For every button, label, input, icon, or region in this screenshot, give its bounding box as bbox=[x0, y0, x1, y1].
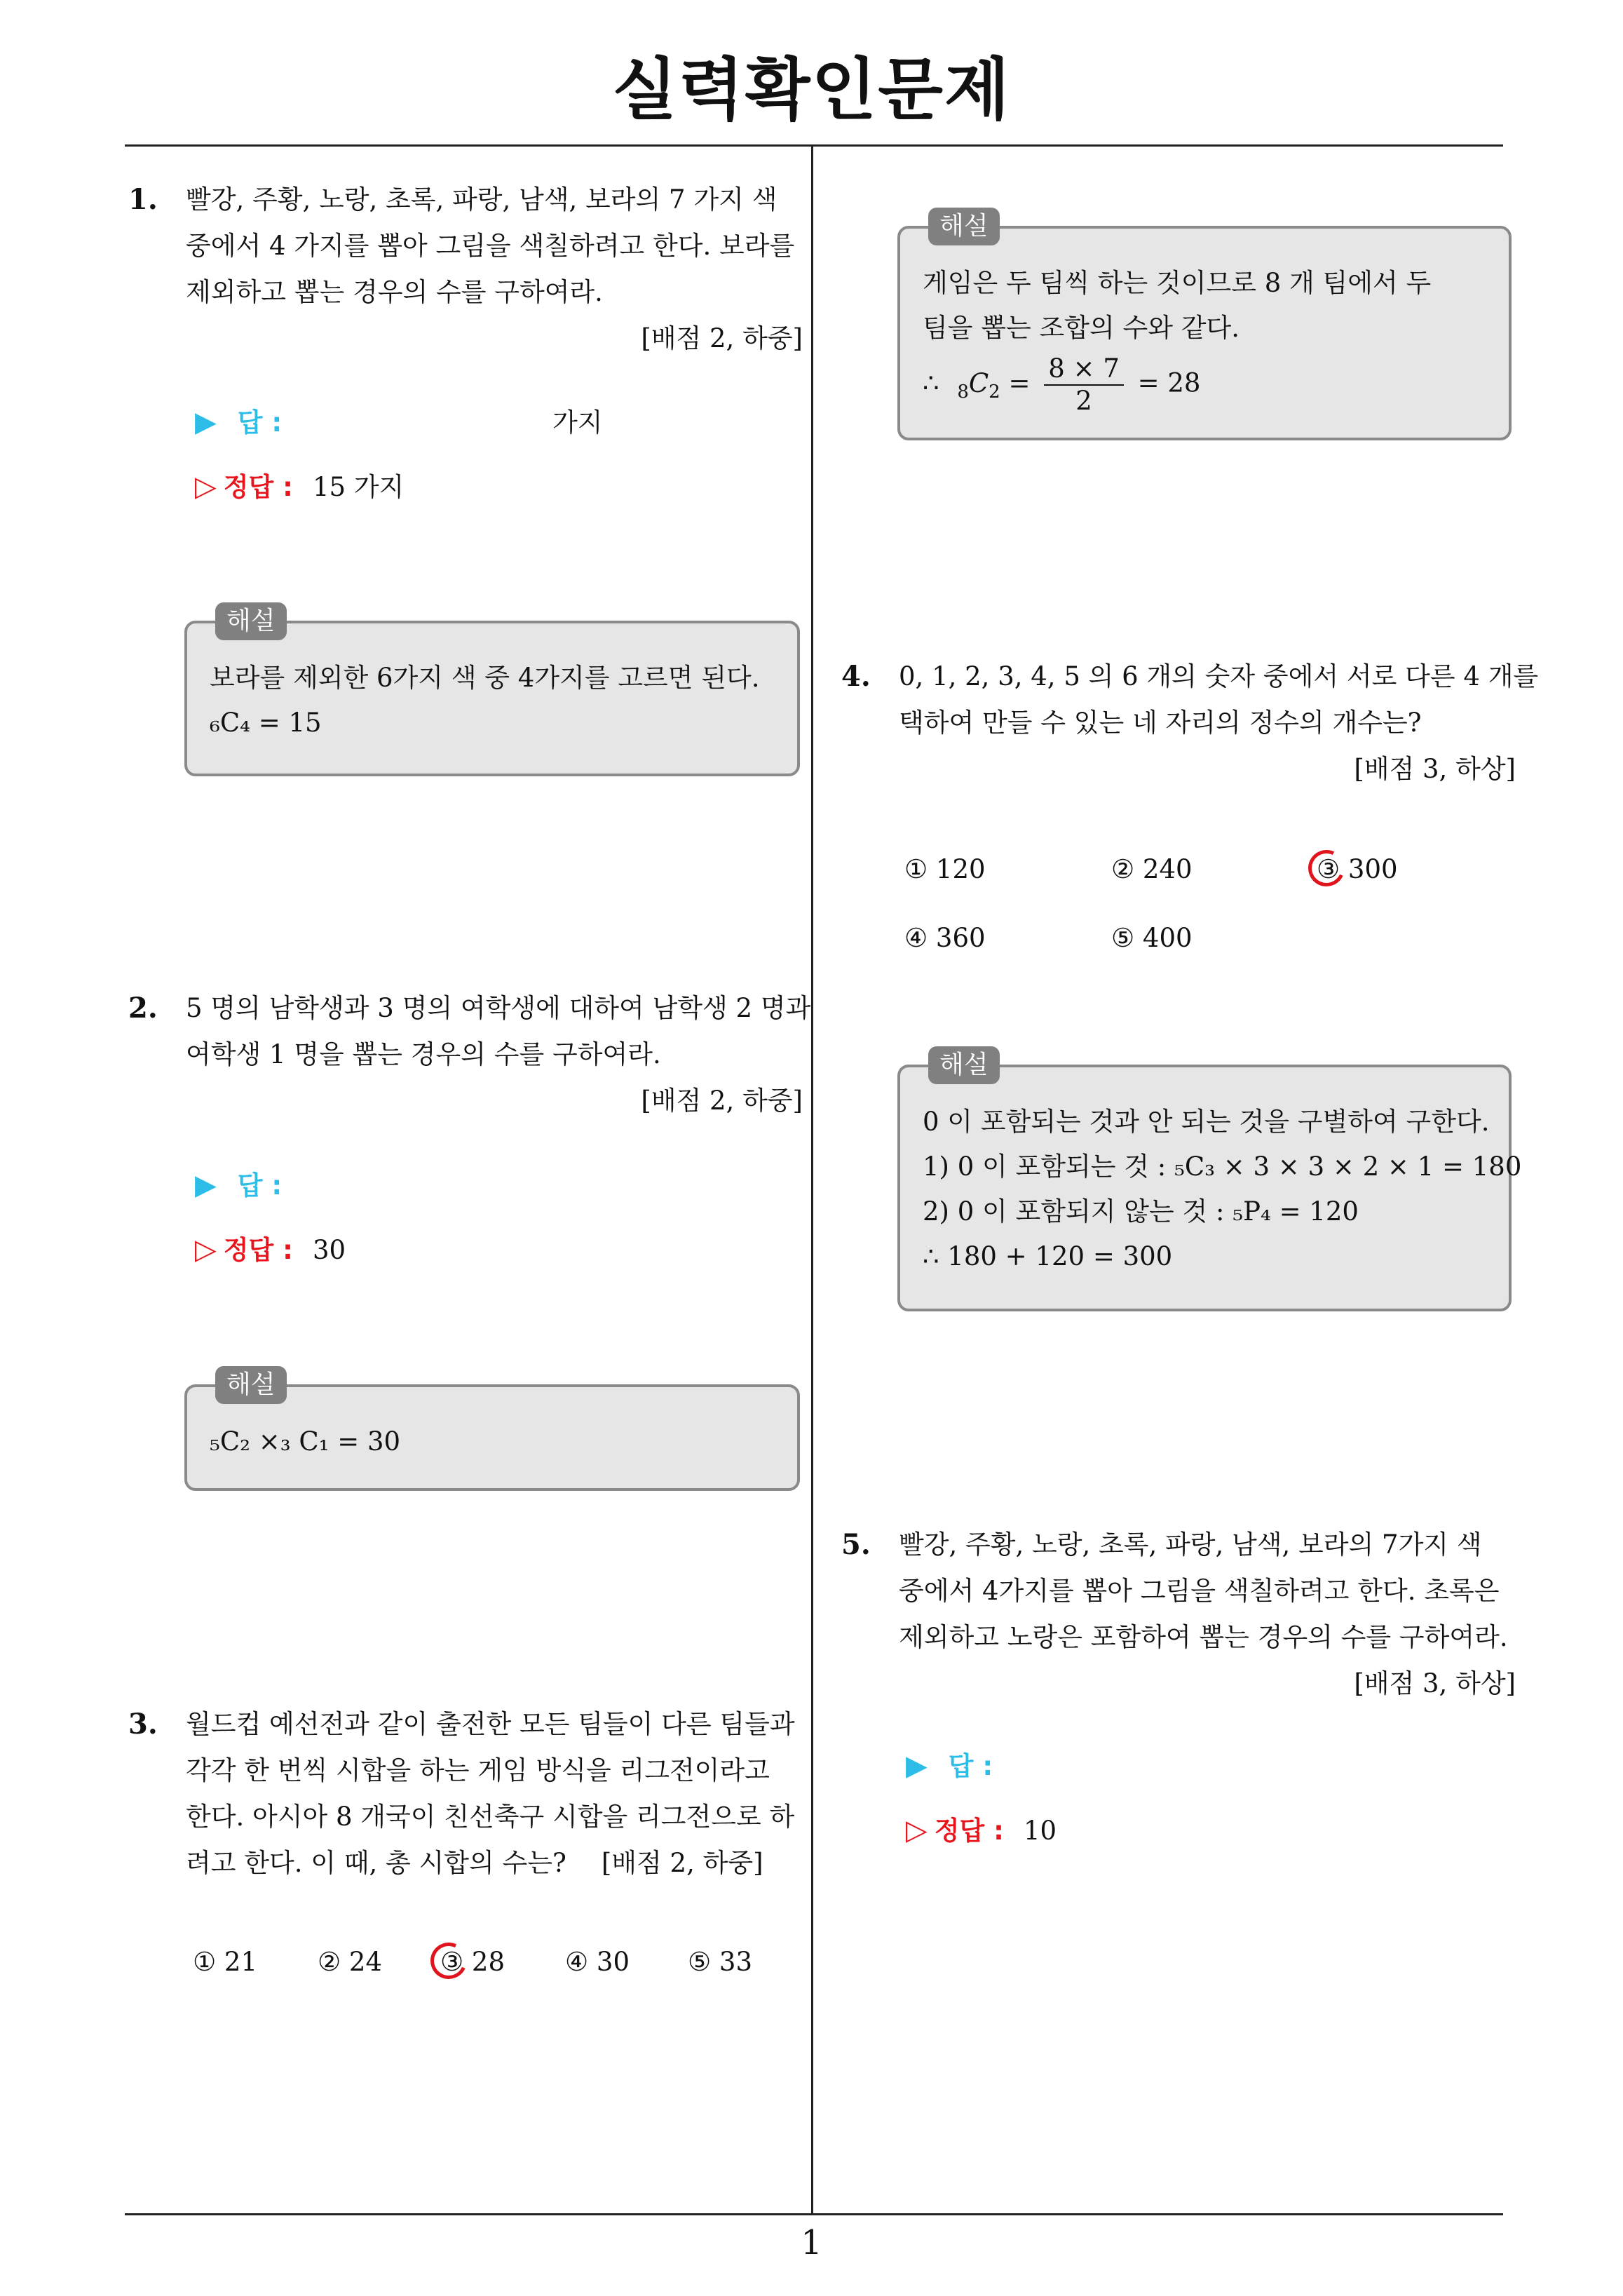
question-line: 5 명의 남학생과 3 명의 여학생에 대하여 남학생 2 명과 bbox=[186, 993, 811, 1023]
correct-label: 정답 : bbox=[223, 472, 293, 502]
solution-math: ₆C₄ = 15 bbox=[210, 708, 322, 738]
correct-answer: 30 bbox=[312, 1235, 346, 1265]
correct-row-5 bbox=[906, 1809, 1057, 1847]
header-rule bbox=[125, 144, 1503, 147]
solution-math: ₅C₂ ×₃ C₁ = 30 bbox=[210, 1426, 401, 1457]
solution-math: ∴ $_8C_2$ = $\frac{8 \times 7}{2}$ = 28 bbox=[923, 353, 1201, 416]
question-line: 여학생 1 명을 뽑는 경우의 수를 구하여라. bbox=[186, 1039, 661, 1069]
triangle-filled-icon: ▶ bbox=[195, 1169, 217, 1201]
column-divider bbox=[811, 146, 813, 2215]
page-number: 1 bbox=[801, 2223, 822, 2262]
answer-unit: 가지 bbox=[552, 407, 603, 438]
solution-tag: 해설 bbox=[215, 602, 287, 640]
choice-1[interactable]: ① 120 bbox=[904, 854, 986, 884]
question-line: 제외하고 뽑는 경우의 수를 구하여라. bbox=[186, 277, 603, 307]
solution-box-1 bbox=[184, 607, 800, 776]
solution-box-3 bbox=[897, 212, 1512, 440]
footer-rule bbox=[125, 2213, 1503, 2215]
triangle-filled-icon: ▶ bbox=[906, 1750, 928, 1782]
solution-line: ∴ 180 + 120 = 300 bbox=[923, 1241, 1173, 1271]
answer-label: 답 : bbox=[948, 1751, 993, 1781]
score-meta: [배점 2, 하중] bbox=[641, 323, 803, 353]
triangle-outline-icon: ▷ bbox=[195, 471, 217, 503]
solution-tag: 해설 bbox=[215, 1366, 287, 1404]
question-line: 0, 1, 2, 3, 4, 5 의 6 개의 숫자 중에서 서로 다른 4 개를 bbox=[899, 661, 1539, 691]
choice-1[interactable]: ① 21 bbox=[193, 1947, 258, 1977]
answer-label: 답 : bbox=[237, 407, 283, 438]
choice-3[interactable]: ③ 28 bbox=[440, 1947, 505, 1977]
question-line: 려고 한다. 이 때, 총 시합의 수는? [배점 2, 하중] bbox=[186, 1848, 763, 1878]
problem-4 bbox=[841, 654, 1539, 792]
fraction: $\frac{8 \times 7}{2}$ bbox=[1044, 353, 1124, 417]
problem-5 bbox=[841, 1522, 1516, 1707]
choice-3[interactable]: ③ 300 bbox=[1317, 854, 1398, 884]
question-line: 빨강, 주황, 노랑, 초록, 파랑, 남색, 보라의 7가지 색 bbox=[899, 1529, 1482, 1560]
choice-5[interactable]: ⑤ 400 bbox=[1111, 923, 1193, 953]
problem-3 bbox=[128, 1701, 803, 1886]
question-line: 제외하고 노랑은 포함하여 뽑는 경우의 수를 구하여라. bbox=[899, 1622, 1508, 1652]
question-line: 중에서 4가지를 뽑아 그림을 색칠하려고 한다. 초록은 bbox=[899, 1576, 1500, 1606]
score-meta: [배점 3, 하상] bbox=[1354, 754, 1516, 784]
problem-number: 3. bbox=[128, 1708, 158, 1741]
solution-tag: 해설 bbox=[928, 208, 1000, 245]
triangle-outline-icon: ▷ bbox=[906, 1814, 928, 1846]
solution-tag: 해설 bbox=[928, 1046, 1000, 1084]
answer-row-5[interactable] bbox=[906, 1745, 993, 1783]
score-meta: [배점 2, 하중] bbox=[641, 1086, 803, 1116]
question-line: 각각 한 번씩 시합을 하는 게임 방식을 리그전이라고 bbox=[186, 1755, 770, 1785]
choice-2[interactable]: ② 24 bbox=[318, 1947, 383, 1977]
question-line: 월드컵 예선전과 같이 출전한 모든 팀들이 다른 팀들과 bbox=[186, 1709, 795, 1739]
correct-answer: 15 가지 bbox=[312, 472, 405, 502]
correct-row-1 bbox=[195, 466, 404, 504]
score-meta: [배점 2, 하중] bbox=[601, 1848, 763, 1878]
answer-label: 답 : bbox=[237, 1170, 283, 1201]
problem-number: 1. bbox=[128, 183, 158, 216]
problem-number: 5. bbox=[841, 1528, 871, 1561]
correct-answer: 10 bbox=[1023, 1816, 1057, 1846]
choice-2[interactable]: ② 240 bbox=[1111, 854, 1193, 884]
solution-box-2 bbox=[184, 1370, 800, 1491]
solution-box-4 bbox=[897, 1051, 1522, 1311]
solution-line: 게임은 두 팀씩 하는 것이므로 8 개 팀에서 두 bbox=[923, 268, 1432, 298]
selected-circle-mark bbox=[426, 1938, 473, 1985]
solution-line: 2) 0 이 포함되지 않는 것 : ₅P₄ = 120 bbox=[923, 1196, 1359, 1227]
solution-line: 보라를 제외한 6가지 색 중 4가지를 고르면 된다. bbox=[210, 663, 760, 693]
triangle-filled-icon: ▶ bbox=[195, 406, 217, 438]
problem-number: 2. bbox=[128, 992, 158, 1025]
problem-2 bbox=[128, 985, 811, 1124]
choice-5[interactable]: ⑤ 33 bbox=[688, 1947, 753, 1977]
correct-label: 정답 : bbox=[934, 1816, 1004, 1846]
question-line: 택하여 만들 수 있는 네 자리의 정수의 개수는? bbox=[899, 708, 1422, 738]
question-line: 빨강, 주황, 노랑, 초록, 파랑, 남색, 보라의 7 가지 색 bbox=[186, 184, 777, 215]
correct-row-2 bbox=[195, 1229, 346, 1267]
choice-4[interactable]: ④ 30 bbox=[565, 1947, 630, 1977]
problem-1 bbox=[128, 177, 803, 362]
problem-number: 4. bbox=[841, 660, 871, 693]
answer-row-2[interactable] bbox=[195, 1164, 282, 1202]
solution-line: 1) 0 이 포함되는 것 : ₅C₃ × 3 × 3 × 2 × 1 = 180 bbox=[923, 1152, 1522, 1182]
answer-row-1[interactable] bbox=[195, 401, 616, 439]
selected-circle-mark bbox=[1303, 845, 1350, 892]
score-meta: [배점 3, 하상] bbox=[1354, 1668, 1516, 1699]
solution-line: 0 이 포함되는 것과 안 되는 것을 구별하여 구한다. bbox=[923, 1107, 1490, 1137]
page-title: 실력확인문제 bbox=[612, 50, 1011, 129]
question-line: 중에서 4 가지를 뽑아 그림을 색칠하려고 한다. 보라를 bbox=[186, 231, 795, 261]
triangle-outline-icon: ▷ bbox=[195, 1234, 217, 1266]
correct-label: 정답 : bbox=[223, 1235, 293, 1265]
choice-4[interactable]: ④ 360 bbox=[904, 923, 986, 953]
solution-line: 팀을 뽑는 조합의 수와 같다. bbox=[923, 313, 1240, 343]
question-line: 한다. 아시아 8 개국이 친선축구 시합을 리그전으로 하 bbox=[186, 1802, 795, 1832]
